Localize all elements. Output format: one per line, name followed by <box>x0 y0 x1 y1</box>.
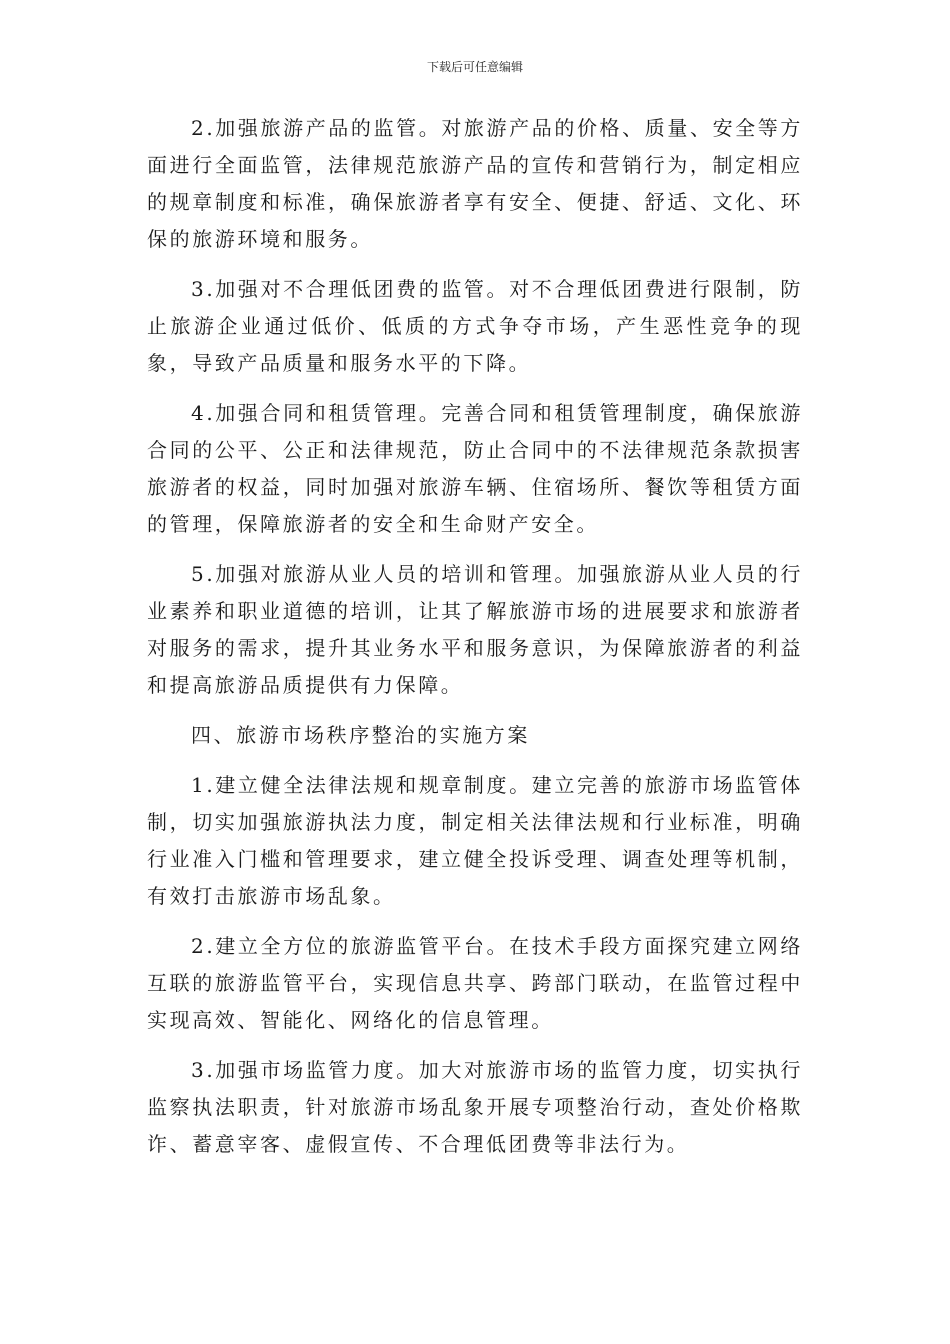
document-body <box>147 110 803 1176</box>
paragraph-market-enforcement: 3.加强市场监管力度。加大对旅游市场的监管力度，切实执行监察执法职责，针对旅游市场乱象开展专项整治行动，查处价格欺诈、蓄意宰客、虚假宣传、不合理低团费等非法行为。 <box>147 1058 803 1156</box>
paragraph-product-supervision: 2.加强旅游产品的监管。对旅游产品的价格、质量、安全等方面进行全面监管，法律规范旅游产品的宣传和营销行为，制定相应的规章制度和标准，确保旅游者享有安全、便捷、舒适、文化、环保的旅游环境和服务。 <box>147 116 803 251</box>
paragraph-supervision-platform: 2.建立全方位的旅游监管平台。在技术手段方面探究建立网络互联的旅游监管平台，实现信息共享、跨部门联动，在监管过程中实现高效、智能化、网络化的信息管理。 <box>147 934 803 1032</box>
paragraph-staff-training: 5.加强对旅游从业人员的培训和管理。加强旅游从业人员的行业素养和职业道德的培训，让其了解旅游市场的进展要求和旅游者对服务的需求，提升其业务水平和服务意识，为保障旅游者的利益和提高旅游品质提供有力保障。 <box>147 562 803 697</box>
page-header-note: 下载后可任意编辑 <box>426 60 523 74</box>
paragraph-contract-lease-management: 4.加强合同和租赁管理。完善合同和租赁管理制度，确保旅游合同的公平、公正和法律规范，防止合同中的不法律规范条款损害旅游者的权益，同时加强对旅游车辆、住宿场所、餐饮等租赁方面的管理，保障旅游者的安全和生命财产安全。 <box>147 401 803 536</box>
paragraph-low-fee-supervision: 3.加强对不合理低团费的监管。对不合理低团费进行限制，防止旅游企业通过低价、低质的方式争夺市场，产生恶性竞争的现象，导致产品质量和服务水平的下降。 <box>147 277 803 375</box>
section-heading: 四、旅游市场秩序整治的实施方案 <box>191 723 530 747</box>
paragraph-legal-system: 1.建立健全法律法规和规章制度。建立完善的旅游市场监管体制，切实加强旅游执法力度，制定相关法律法规和行业标准，明确行业准入门槛和管理要求，建立健全投诉受理、调查处理等机制，有效打击旅游市场乱象。 <box>147 773 803 908</box>
